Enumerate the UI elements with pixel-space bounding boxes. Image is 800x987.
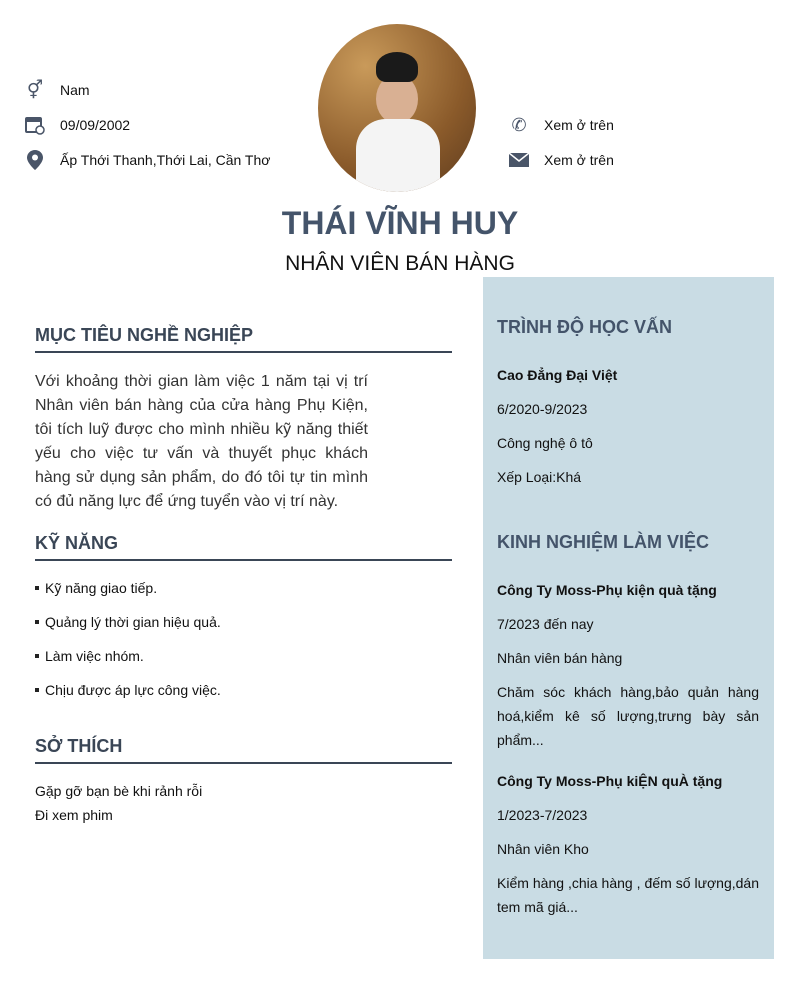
education-school: Cao Đẳng Đại Việt [497, 367, 618, 383]
job-company: Công Ty Moss-Phụ kiỆN quÀ tặng [497, 773, 723, 789]
job-role: Nhân viên Kho [497, 841, 589, 857]
email-row [509, 150, 614, 170]
birthday-row [25, 115, 130, 135]
hobbies-heading: SỞ THÍCH [35, 736, 452, 764]
education-heading: TRÌNH ĐỘ HỌC VẤN [497, 317, 672, 337]
objective-text: Với khoảng thời gian làm việc 1 năm tại vị trí Nhân viên bán hàng của cửa hàng Phụ Kiện, tôi tích luỹ được cho mình nhiều kỹ năng thiết yếu cho việc tư vấn và thuyết phục khách hàng sử dụng sản phẩm, do đó tôi tự tin mình có đủ năng lực để ứng tuyển vào vị trí này. [35, 373, 368, 510]
objective-heading: MỤC TIÊU NGHỀ NGHIỆP [35, 325, 452, 353]
job-period: 1/2023-7/2023 [497, 807, 588, 823]
skill-item: Làm việc nhóm. [35, 648, 144, 664]
envelope-icon [509, 150, 529, 170]
job-role: Nhân viên bán hàng [497, 650, 623, 666]
phone-icon: ✆ [511, 114, 527, 135]
skill-item: Chịu được áp lực công việc. [35, 682, 221, 698]
job-description: Chăm sóc khách hàng,bảo quản hàng hoá,kiểm kê số lượng,trưng bày sản phẩm... [497, 684, 759, 748]
job-company: Công Ty Moss-Phụ kiện quà tặng [497, 582, 717, 598]
job-title: NHÂN VIÊN BÁN HÀNG [285, 252, 515, 275]
location-pin-icon [25, 150, 45, 170]
skill-item: Quảng lý thời gian hiệu quả. [35, 614, 221, 630]
education-grade: Xếp Loại:Khá [497, 469, 582, 485]
calendar-icon [25, 115, 45, 135]
job-description: Kiểm hàng ,chia hàng , đếm số lượng,dán tem mã giá... [497, 875, 759, 915]
gender-text: Nam [60, 82, 90, 98]
education-major: Công nghệ ô tô [497, 435, 593, 451]
address-row [25, 150, 270, 170]
education-period: 6/2020-9/2023 [497, 401, 588, 417]
candidate-name: THÁI VĨNH HUY [281, 205, 519, 241]
gender-icon: ⚥ [26, 79, 44, 100]
skills-heading: KỸ NĂNG [35, 533, 452, 561]
experience-heading: KINH NGHIỆM LÀM VIỆC [497, 532, 710, 552]
phone-row [509, 115, 614, 135]
hobby-item: Đi xem phim [35, 807, 113, 823]
skill-item: Kỹ năng giao tiếp. [35, 580, 157, 596]
email-text: Xem ở trên [544, 152, 614, 168]
hobby-item: Gặp gỡ bạn bè khi rảnh rỗi [35, 783, 203, 799]
birthday-text: 09/09/2002 [60, 117, 131, 133]
profile-photo [318, 24, 476, 192]
gender-row [25, 80, 90, 100]
phone-text: Xem ở trên [544, 117, 614, 133]
address-text: Ấp Thới Thanh,Thới Lai, Cần Thơ [60, 152, 271, 168]
job-period: 7/2023 đến nay [497, 616, 594, 632]
